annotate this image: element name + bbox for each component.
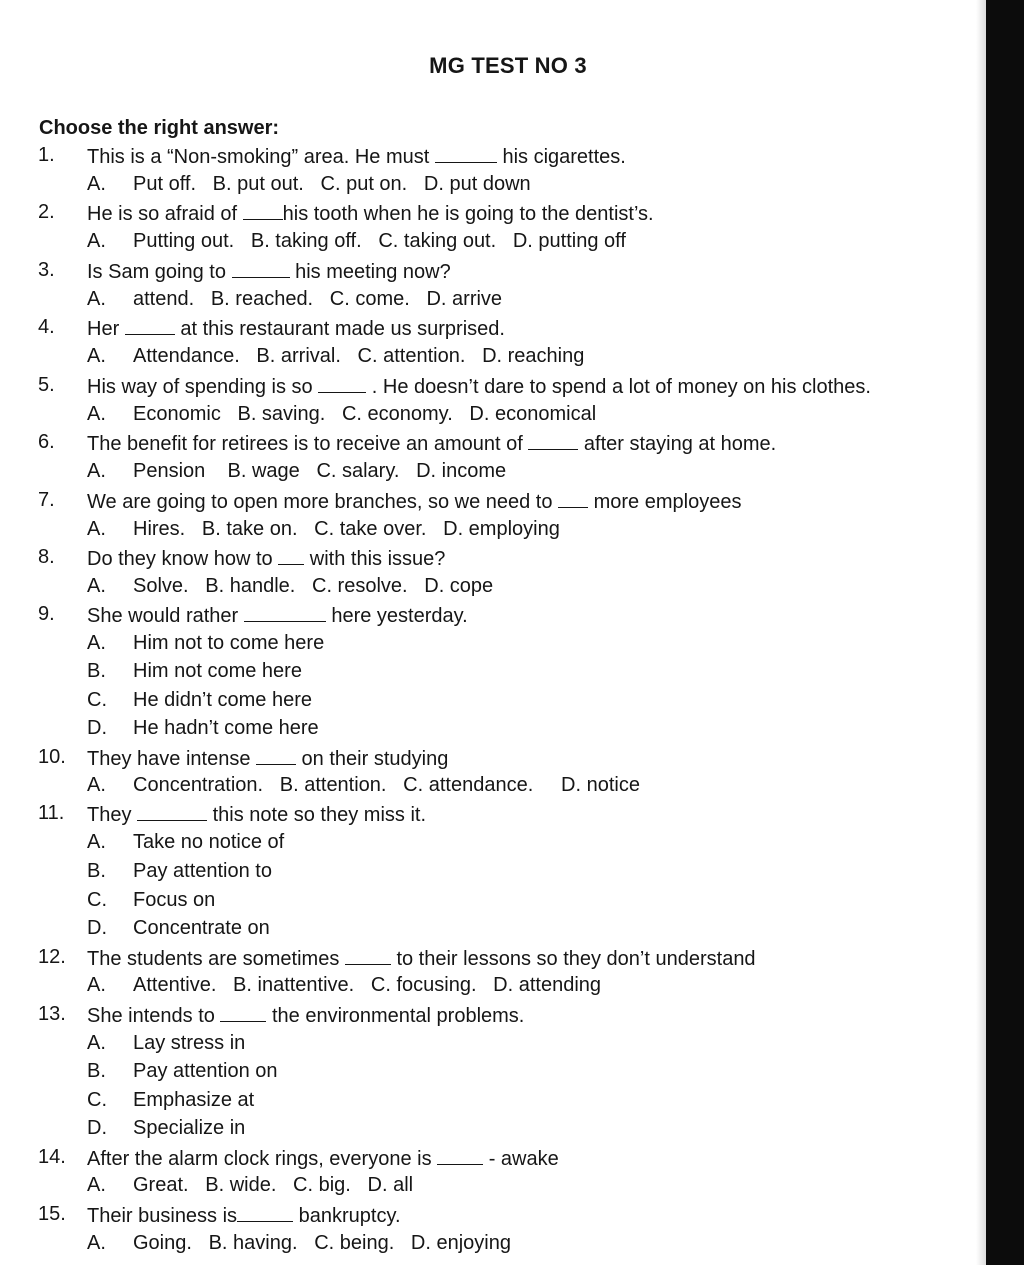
question-stem-after: here yesterday. [325, 605, 468, 627]
option-text: Concentrate on [133, 917, 270, 939]
option-letter: B. [87, 1060, 106, 1082]
answer-blank [232, 259, 290, 278]
option-text: Going. B. having. C. being. D. enjoying [133, 1232, 511, 1254]
answer-blank [435, 144, 497, 163]
option-letter: A. [87, 774, 106, 796]
question-stem-before: They [87, 804, 138, 826]
option-letter: A. [87, 1232, 106, 1254]
question-text [87, 946, 756, 971]
answer-blank [237, 1203, 293, 1222]
option-letter: A. [87, 288, 106, 310]
question-stem-before: His way of spending is so [87, 376, 319, 398]
question-stem-before: They have intense [87, 748, 256, 770]
question-stem-after: his cigarettes. [496, 146, 626, 168]
option-letter: A. [87, 403, 106, 425]
dark-edge-bar [986, 0, 1024, 1265]
question-stem-before: We are going to open more branches, so we need to [87, 491, 559, 513]
option-text: Him not come here [133, 660, 302, 682]
question-number: 6. [38, 431, 55, 453]
question-number: 11. [38, 802, 65, 824]
question-text [87, 489, 741, 514]
answer-blank [137, 802, 207, 821]
question-number: 8. [38, 546, 55, 568]
option-text: attend. B. reached. C. come. D. arrive [133, 288, 503, 310]
question-text [87, 316, 505, 341]
question-text [87, 431, 776, 456]
question-stem-after: to their lessons so they don’t understand [390, 948, 756, 970]
question-stem-before: After the alarm clock rings, everyone is [87, 1148, 438, 1170]
question-stem-before: Her [87, 318, 125, 340]
option-text: Him not to come here [133, 632, 325, 654]
question-stem-after: with this issue? [304, 548, 446, 570]
question-stem-after: - awake [483, 1148, 559, 1170]
question-stem-after: this note so they miss it. [207, 804, 427, 826]
option-letter: D. [87, 717, 107, 739]
question-stem-before: This is a “Non-smoking” area. He must [87, 146, 435, 168]
question-stem-before: The benefit for retirees is to receive an amount of [87, 433, 529, 455]
question-number: 10. [38, 746, 66, 768]
question-stem-after: . He doesn’t dare to spend a lot of money on his clothes. [366, 376, 871, 398]
option-text: Economic B. saving. C. economy. D. economical [133, 403, 597, 425]
option-text: Focus on [133, 889, 216, 911]
option-text: Put off. B. put out. C. put on. D. put down [133, 173, 531, 195]
option-text: Pension B. wage C. salary. D. income [133, 460, 507, 482]
option-letter: A. [87, 831, 106, 853]
option-text: Hires. B. take on. C. take over. D. employing [133, 518, 560, 540]
question-number: 15. [38, 1203, 66, 1225]
option-letter: A. [87, 460, 106, 482]
option-letter: C. [87, 1089, 107, 1111]
option-letter: D. [87, 917, 107, 939]
question-text [87, 746, 448, 771]
question-stem-before: He is so afraid of [87, 203, 243, 225]
page-edge-shadow [976, 0, 986, 1265]
question-number: 1. [38, 144, 55, 166]
option-letter: A. [87, 173, 106, 195]
question-number: 5. [38, 374, 55, 396]
answer-blank [256, 746, 296, 765]
answer-blank [278, 546, 304, 565]
option-letter: B. [87, 860, 106, 882]
option-text: Putting out. B. taking off. C. taking out. D. putting off [133, 230, 626, 252]
option-letter: A. [87, 1174, 106, 1196]
question-text [87, 546, 445, 571]
option-text: Emphasize at [133, 1089, 255, 1111]
answer-blank [318, 374, 366, 393]
option-text: Attentive. B. inattentive. C. focusing. D. attending [133, 974, 602, 996]
option-text: Pay attention on [133, 1060, 278, 1082]
option-text: Lay stress in [133, 1032, 246, 1054]
question-text [87, 1146, 559, 1171]
question-text [87, 144, 626, 169]
question-text [87, 603, 468, 628]
option-text: He didn’t come here [133, 689, 312, 711]
question-text [87, 1003, 524, 1028]
option-text: Specialize in [133, 1117, 246, 1139]
answer-blank [220, 1003, 266, 1022]
question-stem-after: after staying at home. [578, 433, 777, 455]
option-text: Solve. B. handle. C. resolve. D. cope [133, 575, 494, 597]
question-stem-after: the environmental problems. [266, 1005, 525, 1027]
option-letter: A. [87, 632, 106, 654]
option-letter: C. [87, 889, 107, 911]
question-stem-after: at this restaurant made us surprised. [174, 318, 505, 340]
question-stem-before: She would rather [87, 605, 244, 627]
option-text: He hadn’t come here [133, 717, 319, 739]
question-stem-after: his meeting now? [289, 261, 451, 283]
instruction-heading: Choose the right answer: [39, 117, 280, 139]
answer-blank [125, 316, 175, 335]
question-stem-after: bankruptcy. [293, 1205, 401, 1227]
question-text [87, 802, 426, 827]
question-text [87, 259, 451, 284]
question-stem-before: Do they know how to [87, 548, 279, 570]
option-text: Concentration. B. attention. C. attendance. D. notice [133, 774, 640, 796]
option-letter: A. [87, 230, 106, 252]
option-text: Take no notice of [133, 831, 285, 853]
option-letter: A. [87, 518, 106, 540]
question-text [87, 1203, 401, 1228]
question-number: 4. [38, 316, 55, 338]
question-stem-after: his tooth when he is going to the dentist’s. [282, 203, 654, 225]
question-stem-before: Their business is [87, 1205, 238, 1227]
option-letter: D. [87, 1117, 107, 1139]
question-number: 7. [38, 489, 55, 511]
question-stem-after: more employees [588, 491, 742, 513]
question-number: 12. [38, 946, 66, 968]
option-letter: C. [87, 689, 107, 711]
question-stem-before: Is Sam going to [87, 261, 232, 283]
answer-blank [528, 431, 578, 450]
answer-blank [558, 489, 588, 508]
answer-blank [437, 1146, 483, 1165]
option-text: Great. B. wide. C. big. D. all [133, 1174, 414, 1196]
answer-blank [345, 946, 391, 965]
option-letter: B. [87, 660, 106, 682]
question-number: 3. [38, 259, 55, 281]
question-text [87, 374, 871, 399]
question-number: 9. [38, 603, 55, 625]
question-stem-before: The students are sometimes [87, 948, 345, 970]
option-text: Pay attention to [133, 860, 272, 882]
option-letter: A. [87, 345, 106, 367]
question-stem-after: on their studying [296, 748, 449, 770]
question-number: 13. [38, 1003, 66, 1025]
question-text [87, 201, 654, 226]
question-number: 14. [38, 1146, 66, 1168]
answer-blank [243, 201, 283, 220]
option-letter: A. [87, 974, 106, 996]
question-stem-before: She intends to [87, 1005, 221, 1027]
page-title: MG TEST NO 3 [429, 53, 587, 78]
option-text: Attendance. B. arrival. C. attention. D. reaching [133, 345, 585, 367]
option-letter: A. [87, 1032, 106, 1054]
question-number: 2. [38, 201, 55, 223]
option-letter: A. [87, 575, 106, 597]
answer-blank [244, 603, 326, 622]
